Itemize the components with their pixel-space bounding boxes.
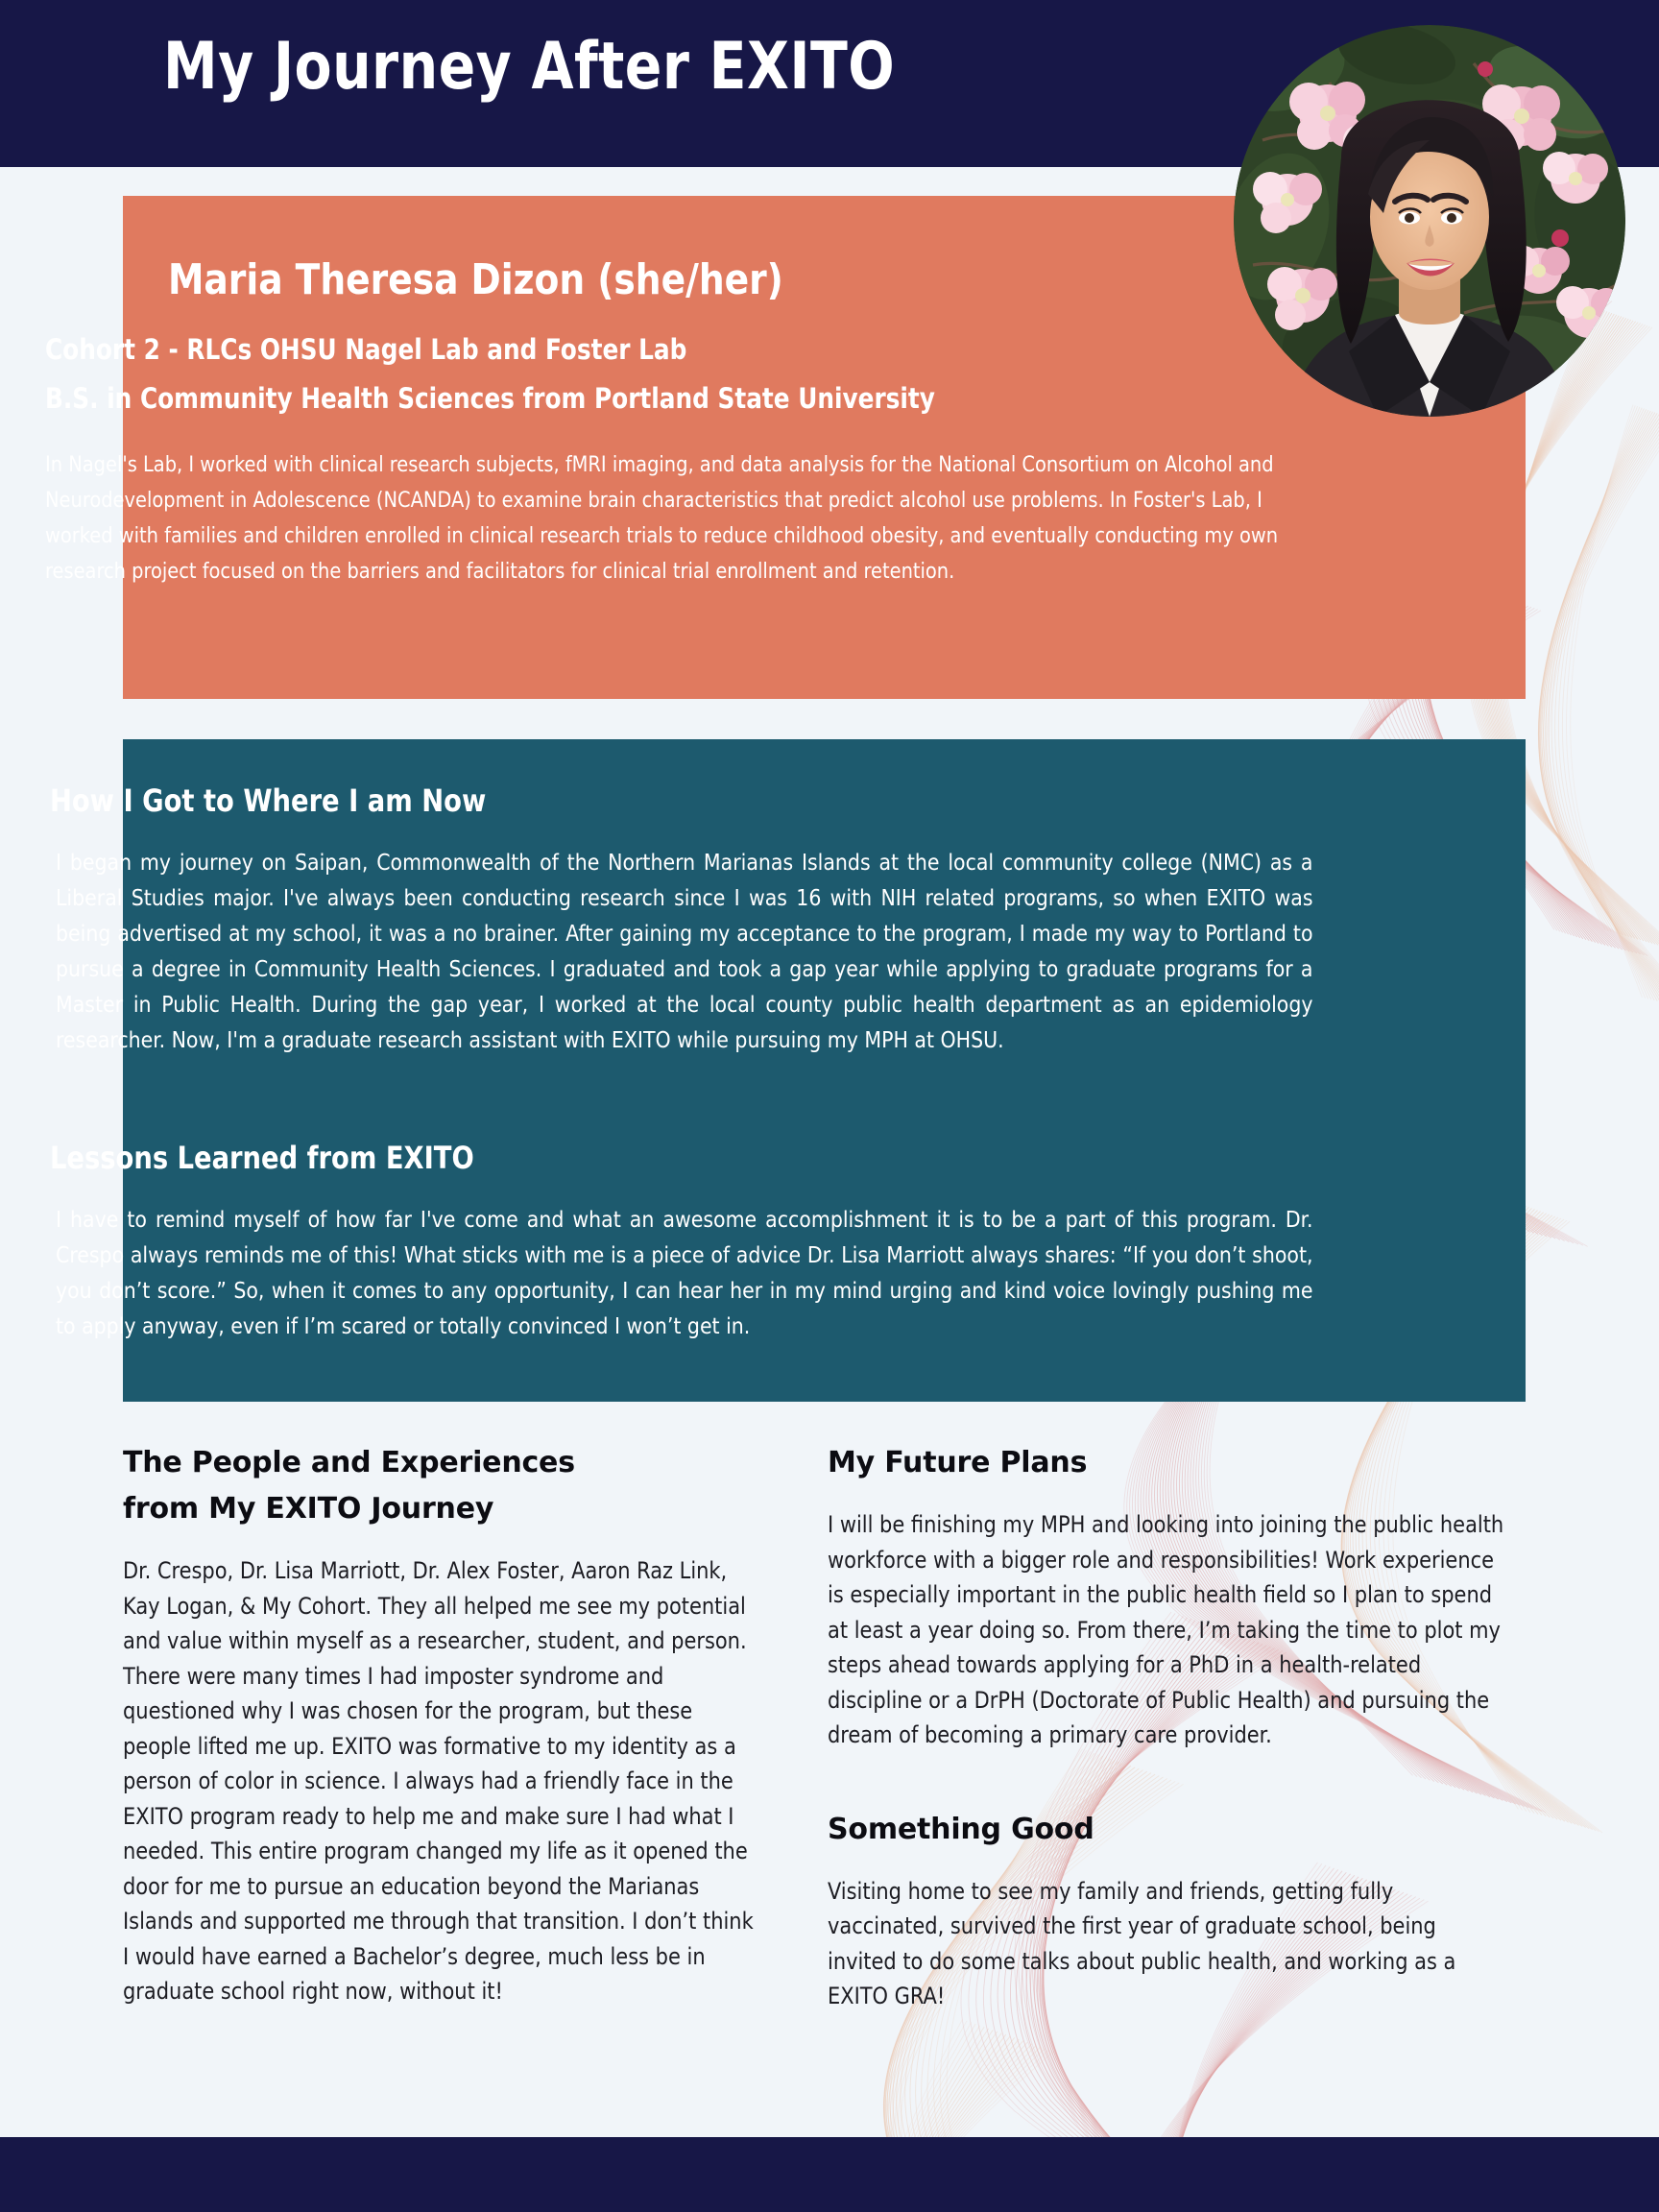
people-experiences-heading [123, 1440, 785, 1532]
people-experiences-heading-line2: from My EXITO Journey [123, 1492, 494, 1526]
profile-bio: In Nagel's Lab, I worked with clinical research subjects, fMRI imaging, and data analysis for the National Consortium on Alcohol and Neurodevelopment in Adolescence (NCANDA) to examine brain characteristics that predict alcohol use problems. In Foster's Lab, I worked with families and children enrolled in clinical research trials to reduce childhood obesity, and eventually conducting my own research project focused on the barriers and facilitators for clinical trial enrollment and retention. [45, 452, 1279, 584]
how-i-got-here-body: I began my journey on Saipan, Commonwealth of the Northern Marianas Islands at the local community college (NMC) as a Liberal Studies major. I've always been conducting research since I was 16 with NIH related programs, so when EXITO was being advertised at my school, it was a no brainer. After gaining my acceptance to the program, I made my way to Portland to pursue a degree in Community Health Sciences. I graduated and took a gap year while applying to graduate programs for a Master in Public Health. During the gap year, I worked at the local county public health department as an epidemiology researcher. Now, I'm a graduate research assistant with EXITO while pursuing my MPH at OHSU. [56, 849, 1313, 1053]
something-good-heading: Something Good [828, 1812, 1094, 1846]
future-plans-heading: My Future Plans [828, 1446, 1088, 1479]
profile-cohort: Cohort 2 - RLCs OHSU Nagel Lab and Foster Lab [45, 333, 687, 366]
people-experiences-body: Dr. Crespo, Dr. Lisa Marriott, Dr. Alex Foster, Aaron Raz Link, Kay Logan, & My Cohort. They all helped me see my potential and value within myself as a researcher, student, and person. There were many times I had imposter syndrome and questioned why I was chosen for the program, but these people lifted me up. EXITO was formative to my identity as a person of color in science. I always had a friendly face in the EXITO program ready to help me and make sure I had what I needed. This entire program changed my life as it opened the door for me to pursue an education beyond the Marianas Islands and supported me through that transition. I don’t think I would have earned a Bachelor’s degree, much less be in graduate school right now, without it! [123, 1557, 754, 2005]
people-experiences-column [123, 1440, 785, 2009]
column-spacer [828, 1753, 1528, 1807]
portrait-photo [1234, 25, 1625, 417]
lessons-learned-body: I have to remind myself of how far I've come and what an awesome accomplishment it is to be a part of this program. Dr. Crespo always reminds me of this! What sticks with me is a piece of advice Dr. Lisa Marriott always shares: “If you don’t shoot, you don’t score.” So, when it comes to any opportunity, I can hear her in my mind urging and kind voice lovingly pushing me to apply anyway, even if I’m scared or totally convinced I won’t get in. [56, 1206, 1313, 1339]
people-experiences-heading-line1: The People and Experiences [123, 1446, 575, 1479]
future-plans-column [828, 1440, 1528, 2014]
lessons-learned-heading: Lessons Learned from EXITO [50, 1140, 474, 1176]
page-title: My Journey After EXITO [163, 29, 896, 105]
profile-name: Maria Theresa Dizon (she/her) [168, 255, 783, 304]
profile-degree: B.S. in Community Health Sciences from Portland State University [45, 382, 935, 415]
future-plans-body: I will be finishing my MPH and looking into joining the public health workforce with a bigger role and responsibilities! Work experience is especially important in the public health field so I plan to spend at least a year doing so. From there, I’m taking the time to plot my steps ahead towards applying for a PhD in a health-related discipline or a DrPH (Doctorate of Public Health) and pursuing the dream of becoming a primary care provider. [828, 1511, 1504, 1748]
something-good-body: Visiting home to see my family and friends, getting fully vaccinated, survived the first year of graduate school, being invited to do some talks about public health, and working as a EXITO GRA! [828, 1877, 1456, 2009]
how-i-got-here-heading: How I Got to Where I am Now [50, 782, 487, 819]
footer-bar [0, 2137, 1659, 2212]
